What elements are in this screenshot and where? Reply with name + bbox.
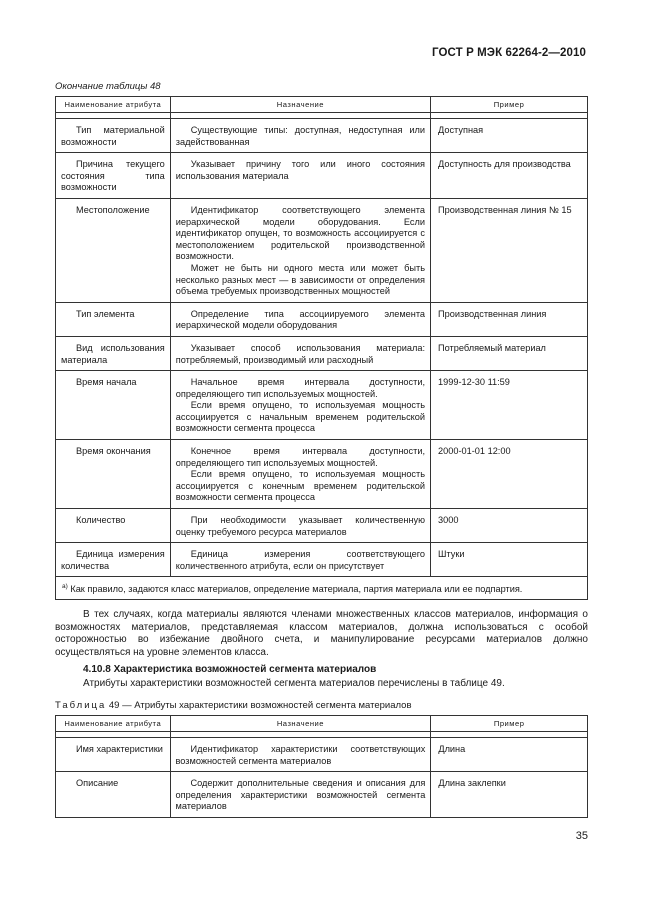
- example-cell: Производственная линия № 15: [431, 198, 588, 302]
- purpose-paragraph: Содержит дополнительные сведения и описания для определения характеристики возможностей сегмента материалов: [175, 778, 426, 812]
- purpose-cell: [170, 440, 430, 509]
- attribute-name: Время окончания: [76, 446, 151, 457]
- purpose-cell: [170, 543, 430, 577]
- column-header-purpose: Назначение: [170, 716, 431, 732]
- example-cell: 3000: [431, 509, 588, 543]
- section-intro-text: Атрибуты характеристики возможностей сегмента материалов перечислены в таблице 49.: [83, 678, 505, 689]
- column-header-example: Пример: [431, 716, 588, 732]
- attribute-name: Описание: [76, 778, 119, 789]
- purpose-paragraph: Может не быть ни одного места или может быть несколько разных мест — в зависимости от определения объема требуемых производственных мощностей: [175, 262, 426, 297]
- purpose-cell: [170, 119, 430, 153]
- table-48-body: [56, 113, 588, 577]
- example-cell: Длина: [431, 738, 588, 772]
- purpose-paragraph: При необходимости указывает количественную оценку требуемого ресурса материалов: [175, 515, 426, 537]
- body-paragraph-text: В тех случаях, когда материалы являются членами множественных классов материалов, информация о возможностях материалов, представляемая классом материалов, должна использоваться с особой осторожностью во избежание двойного счета, и манипулирование ресурсами материалов должно осуществляться на уровне элементов класса.: [55, 609, 588, 658]
- body-paragraph: [55, 609, 588, 659]
- purpose-paragraph: Существующие типы: доступная, недоступная или задействованная: [175, 125, 426, 147]
- purpose-cell: [170, 371, 430, 440]
- purpose-cell: [170, 153, 430, 199]
- table-49: [55, 715, 588, 818]
- table49-caption-label: Таблица: [55, 700, 107, 711]
- purpose-paragraph: Начальное время интервала доступности, определяющего тип используемых мощностей.: [175, 377, 426, 399]
- table-row: [56, 198, 588, 302]
- table-row: [56, 509, 588, 543]
- table-48: [55, 96, 588, 600]
- attribute-name-cell: [56, 543, 171, 577]
- section-heading: 4.10.8 Характеристика возможностей сегмента материалов: [83, 664, 377, 675]
- table-row: [56, 371, 588, 440]
- table-row: [56, 772, 588, 818]
- purpose-paragraph: Указывает способ использования материала: потребляемый, производимый или расходный: [175, 342, 426, 365]
- table49-caption: [55, 700, 412, 711]
- example-cell: Штуки: [431, 543, 588, 577]
- attribute-name: Количество: [76, 515, 126, 526]
- attribute-name: Единица измерения количества: [61, 549, 165, 571]
- attribute-name-cell: [56, 336, 171, 370]
- column-header-name: Наименование атрибута: [56, 97, 171, 113]
- attribute-name-cell: [56, 371, 171, 440]
- column-header-purpose: Назначение: [170, 97, 430, 113]
- page-number: 35: [575, 830, 588, 842]
- table-row: [56, 738, 588, 772]
- attribute-name: Причина текущего состояния типа возможности: [61, 159, 165, 193]
- example-cell: Длина заклепки: [431, 772, 588, 818]
- purpose-paragraph: Если время опущено, то используемая мощность ассоциируется с начальным временем родительской возможности сегмента процесса: [175, 400, 426, 434]
- purpose-paragraph: Указывает причину того или иного состояния использования материала: [175, 159, 426, 181]
- purpose-paragraph: Конечное время интервала доступности, определяющего тип используемых мощностей.: [175, 446, 426, 468]
- purpose-cell: [170, 336, 430, 370]
- table49-caption-text: 49 — Атрибуты характеристики возможностей сегмента материалов: [108, 700, 412, 711]
- table-row: [56, 336, 588, 370]
- attribute-name: Тип элемента: [76, 308, 135, 319]
- purpose-paragraph: Единица измерения соответствующего количественного атрибута, если он присутствует: [175, 549, 426, 571]
- attribute-name-cell: [56, 772, 171, 818]
- table-row: [56, 153, 588, 199]
- section-intro: [55, 678, 588, 691]
- purpose-paragraph: Идентификатор характеристики соответствующих возможностей сегмента материалов: [175, 744, 426, 766]
- example-cell: 1999-12-30 11:59: [431, 371, 588, 440]
- attribute-name-cell: [56, 509, 171, 543]
- footnote-text: Как правило, задаются класс материалов, определение материала, партия материала или ее подпартия.: [70, 584, 523, 595]
- purpose-cell: [170, 302, 430, 336]
- attribute-name: Время начала: [76, 377, 137, 388]
- table48-caption: Окончание таблицы 48: [55, 81, 161, 92]
- attribute-name: Местоположение: [76, 204, 150, 215]
- purpose-paragraph: Идентификатор соответствующего элемента иерархической модели оборудования. Если идентификатор опущен, то возможность ассоциируется с местоположением родительской производственной возможности.: [175, 204, 426, 262]
- purpose-cell: [170, 509, 430, 543]
- table-row: [56, 440, 588, 509]
- table-49-body: [56, 732, 588, 818]
- example-cell: Производственная линия: [431, 302, 588, 336]
- example-cell: 2000-01-01 12:00: [431, 440, 588, 509]
- table-row: [56, 543, 588, 577]
- attribute-name: Имя характеристики: [76, 744, 163, 754]
- attribute-name-cell: [56, 153, 171, 199]
- example-cell: Доступная: [431, 119, 588, 153]
- table-row: [56, 302, 588, 336]
- purpose-paragraph: Если время опущено, то используемая мощность ассоциируется с конечным временем родительской возможности сегмента процесса: [175, 469, 426, 503]
- table48-footnote: [56, 577, 588, 600]
- column-header-name: Наименование атрибута: [56, 716, 171, 732]
- attribute-name: Тип материальной возможности: [61, 125, 165, 147]
- purpose-cell: [170, 772, 431, 818]
- attribute-name-cell: [56, 738, 171, 772]
- example-cell: Доступность для производства: [431, 153, 588, 199]
- footnote-mark: a): [62, 583, 68, 591]
- attribute-name-cell: [56, 119, 171, 153]
- column-header-example: Пример: [431, 97, 588, 113]
- purpose-paragraph: Определение типа ассоциируемого элемента иерархической модели оборудования: [175, 308, 426, 331]
- attribute-name: Вид использования материала: [61, 342, 165, 365]
- attribute-name-cell: [56, 440, 171, 509]
- purpose-cell: [170, 738, 431, 772]
- purpose-cell: [170, 198, 430, 302]
- document-id-header: ГОСТ Р МЭК 62264-2—2010: [432, 47, 586, 59]
- table-row: [56, 119, 588, 153]
- attribute-name-cell: [56, 198, 171, 302]
- attribute-name-cell: [56, 302, 171, 336]
- example-cell: Потребляемый материал: [431, 336, 588, 370]
